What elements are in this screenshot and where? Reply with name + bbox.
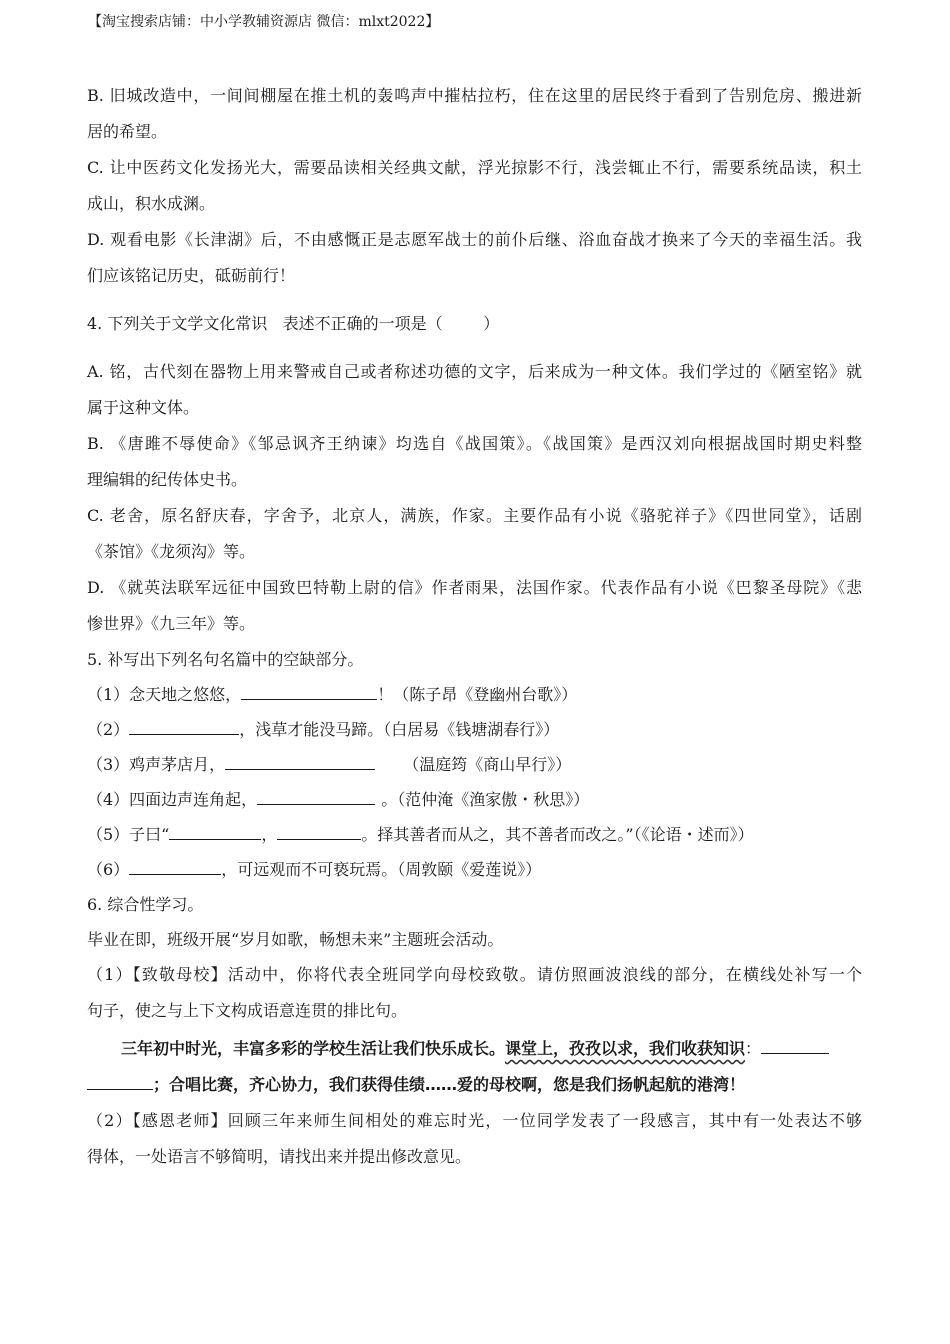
q4-option-a-line1: A. 铭，古代刻在器物上用来警戒自己或者称述功德的文字，后来成为一种文体。我们学过的《陋室铭》就 <box>87 362 862 381</box>
q4-option-c-line1: C. 老舍，原名舒庆春，字舍予，北京人，满族，作家。主要作品有小说《骆驼祥子》《四世同堂》，话剧 <box>87 506 862 525</box>
q5-line-5-suffix: 。择其善者而从之，其不善者而改之。”（《论语・述而》） <box>361 825 754 844</box>
q6-sample-line2 <box>87 1067 862 1103</box>
answer-blank[interactable] <box>241 685 377 700</box>
q4-option-d-line1: D. 《就英法联军远征中国致巴特勒上尉的信》作者雨果，法国作家。代表作品有小说《巴黎圣母院》《悲 <box>87 578 862 597</box>
page-header: 【淘宝搜索店铺：中小学教辅资源店 微信：mlxt2022】 <box>88 14 440 30</box>
q4-option-b-line2: 理编辑的纪传体史书。 <box>87 470 248 489</box>
q6-sample-text-b: ；合唱比赛，齐心协力，我们获得佳绩……爱的母校啊，您是我们扬帆起航的港湾！ <box>153 1075 746 1094</box>
q3-option-d <box>87 222 862 294</box>
answer-blank[interactable] <box>761 1039 829 1054</box>
q4-option-b-line1: B. 《唐雎不辱使命》《邹忌讽齐王纳谏》均选自《战国策》。《战国策》是西汉刘向根据战国时期史料整 <box>87 434 862 453</box>
answer-blank[interactable] <box>129 860 221 875</box>
q6-sample-line1 <box>87 1031 862 1067</box>
answer-blank[interactable] <box>169 825 261 840</box>
q5-line-5-prefix: （5）子曰“ <box>87 825 170 844</box>
q4-option-d-line2: 惨世界》《九三年》等。 <box>87 614 256 633</box>
q5-line-2-prefix: （2） <box>87 720 130 739</box>
q4-option-c <box>87 498 862 570</box>
q6-stem: 6. 综合性学习。 <box>87 895 204 914</box>
q5-line-1-prefix: （1）念天地之悠悠， <box>87 685 242 704</box>
q4-option-a <box>87 354 862 426</box>
answer-blank[interactable] <box>87 1075 153 1090</box>
q4-option-a-line2: 属于这种文体。 <box>87 398 200 417</box>
q6-wavy-underlined-text: 课堂上，孜孜以求，我们收获知识 <box>505 1039 746 1058</box>
q5-stem: 5. 补写出下列名句名篇中的空缺部分。 <box>87 650 364 669</box>
q6-intro: 毕业在即，班级开展“岁月如歌，畅想未来”主题班会活动。 <box>87 930 504 949</box>
q3-option-d-line2: 们应该铭记历史，砥砺前行！ <box>87 266 296 285</box>
q5-line-5 <box>87 817 862 852</box>
q6-part1-line1: （1）【致敬母校】活动中，你将代表全班同学向母校致敬。请仿照画波浪线的部分，在横线处补写一个 <box>87 965 862 984</box>
q5-line-3 <box>87 747 862 782</box>
q3-option-b-line1: B. 旧城改造中，一间间棚屋在推土机的轰鸣声中摧枯拉朽，住在这里的居民终于看到了告别危房、搬进新 <box>87 86 862 105</box>
q5-line-1-suffix: ！（陈子昂《登幽州台歌》） <box>377 685 578 704</box>
q5-line-4-prefix: （4）四面边声连角起， <box>87 790 258 809</box>
q4-stem: 4. 下列关于文学文化常识 表述不正确的一项是（ ） <box>87 314 500 333</box>
q5-line-5-comma: ， <box>261 825 278 844</box>
q6-part2-line2: 得体，一处语言不够简明，请找出来并提出修改意见。 <box>87 1147 472 1166</box>
q6-part2-line1: （2）【感恩老师】回顾三年来师生间相处的难忘时光，一位同学发表了一段感言，其中有一处表达不够 <box>87 1111 862 1130</box>
q5-line-2-suffix: ，浅草才能没马蹄。（白居易《钱塘湖春行》） <box>239 720 560 739</box>
q5-line-4 <box>87 782 862 817</box>
q5-line-4-suffix: 。（范仲淹《渔家傲・秋思》） <box>381 790 590 809</box>
q3-option-c <box>87 150 862 222</box>
q3-option-b <box>87 78 862 150</box>
q5-line-6-prefix: （6） <box>87 860 130 879</box>
q3-option-c-line2: 成山，积水成渊。 <box>87 194 216 213</box>
answer-blank[interactable] <box>277 825 361 840</box>
q6-sample-passage <box>87 1031 862 1103</box>
document-body <box>87 78 862 1175</box>
q6-sample-text-a: 三年初中时光，丰富多彩的学校生活让我们快乐成长。 <box>121 1039 506 1058</box>
q5-line-6 <box>87 852 862 887</box>
answer-blank[interactable] <box>257 790 375 805</box>
answer-blank[interactable] <box>129 720 239 735</box>
answer-blank[interactable] <box>225 755 375 770</box>
q5-line-1 <box>87 677 862 712</box>
q5-line-2 <box>87 712 862 747</box>
q6-part1-line2: 句子，使之与上下文构成语意连贯的排比句。 <box>87 1001 408 1020</box>
q3-option-c-line1: C. 让中医药文化发扬光大，需要品读相关经典文献，浮光掠影不行，浅尝辄止不行，需要系统品读，积土 <box>87 158 862 177</box>
q5-line-3-suffix: （温庭筠《商山早行》） <box>403 755 572 774</box>
q4-option-b <box>87 426 862 498</box>
q6-sample-colon: ： <box>745 1039 762 1058</box>
q5-line-3-prefix: （3）鸡声茅店月， <box>87 755 226 774</box>
q3-option-d-line1: D. 观看电影《长津湖》后，不由感慨正是志愿军战士的前仆后继、浴血奋战才换来了今天的幸福生活。我 <box>87 230 862 249</box>
q4-option-c-line2: 《茶馆》《龙须沟》等。 <box>87 542 256 561</box>
q4-option-d <box>87 570 862 642</box>
q3-option-b-line2: 居的希望。 <box>87 122 168 141</box>
q5-line-6-suffix: ，可远观而不可亵玩焉。（周敦颐《爱莲说》） <box>221 860 542 879</box>
